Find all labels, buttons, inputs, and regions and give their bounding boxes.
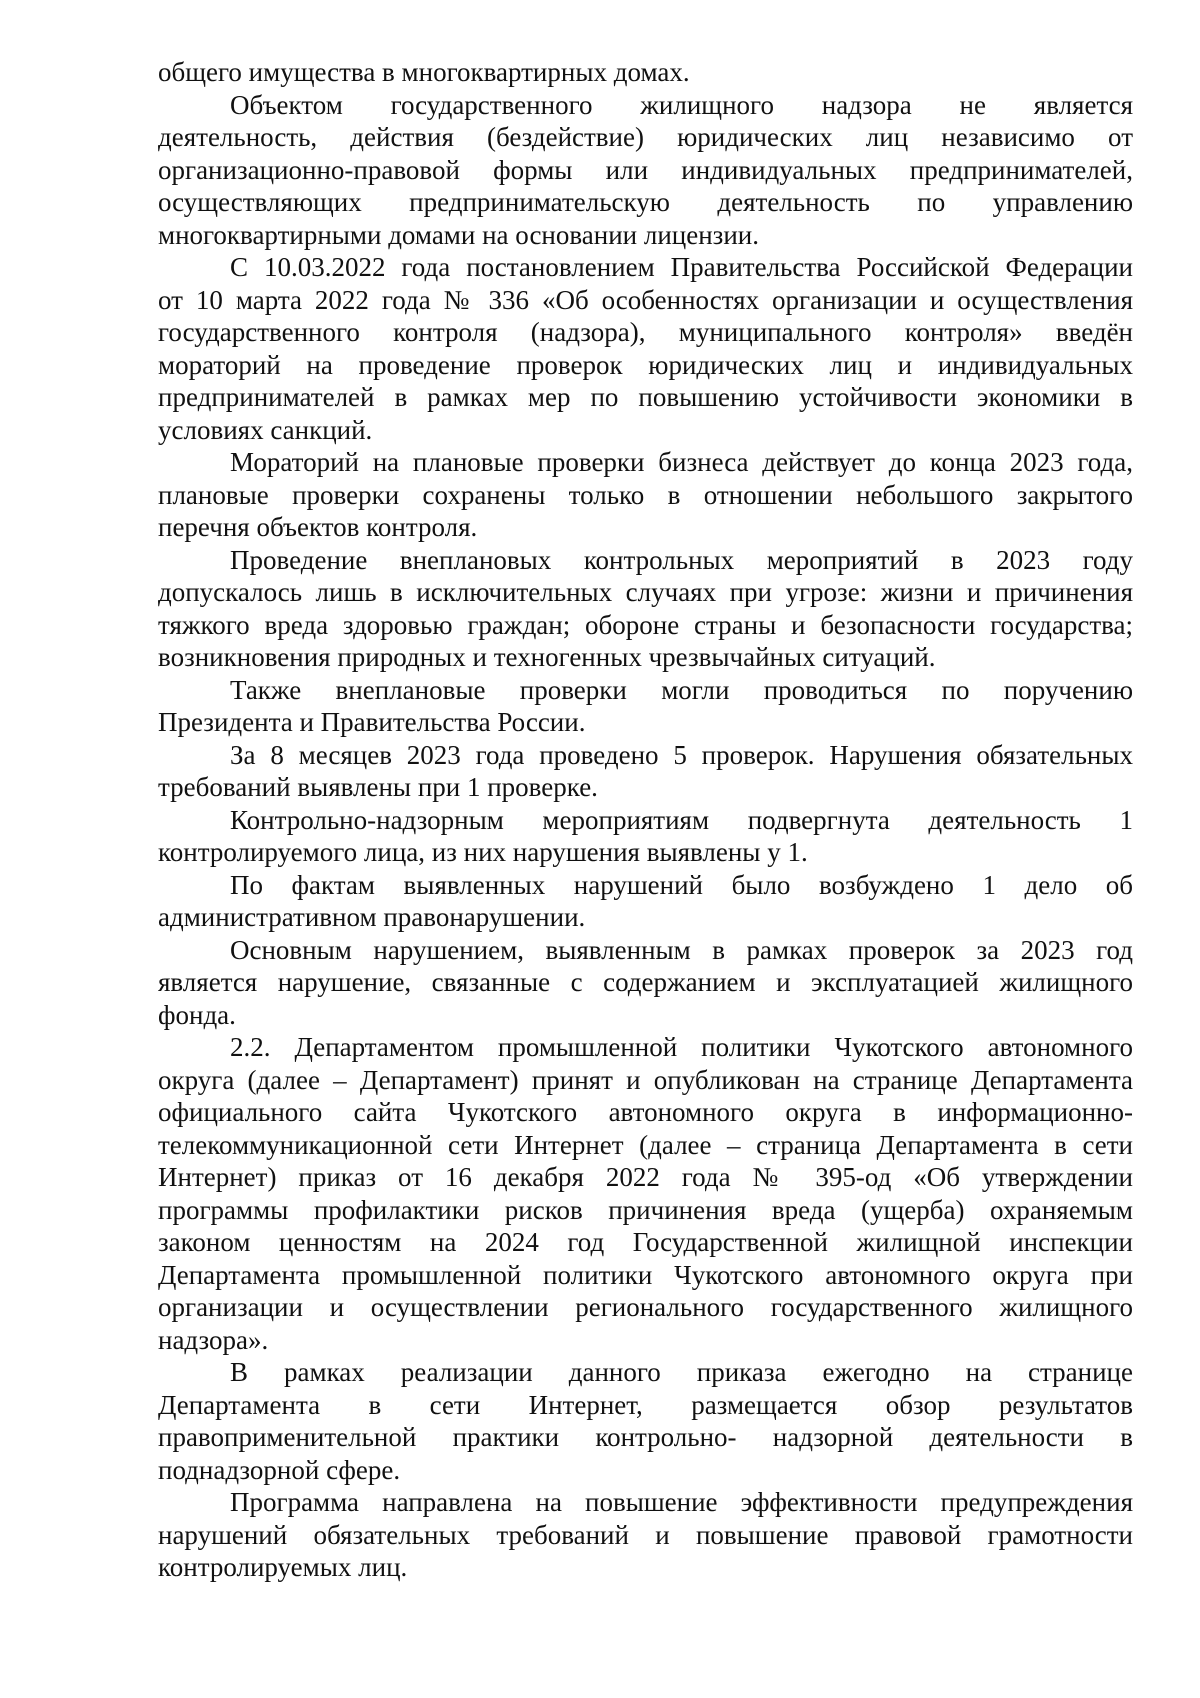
paragraph bbox=[158, 674, 1133, 739]
text-line: плановые проверки сохранены только в отношении небольшого закрытого bbox=[158, 479, 1133, 510]
paragraph bbox=[158, 446, 1133, 544]
text-line: Основным нарушением, выявленным в рамках проверок за 2023 год bbox=[230, 934, 1133, 965]
text-line: административном правонарушении. bbox=[158, 902, 586, 932]
text-line: государственного контроля (надзора), муниципального контроля» введён bbox=[158, 317, 1133, 347]
text-line: Также внеплановые проверки могли проводиться по поручению bbox=[230, 674, 1133, 705]
text-line: С 10.03.2022 года постановлением Правительства Российской Федерации bbox=[230, 252, 1133, 282]
text-line: нарушений обязательных требований и повышение правовой грамотности bbox=[158, 1519, 1133, 1550]
text-line: общего имущества в многоквартирных домах. bbox=[158, 57, 690, 87]
text-line: допускалось лишь в исключительных случаях при угрозе: жизни и причинения bbox=[158, 577, 1133, 607]
paragraph bbox=[158, 739, 1133, 804]
paragraph bbox=[158, 1486, 1133, 1584]
text-line: организационно-правовой формы или индивидуальных предпринимателей, bbox=[158, 154, 1133, 185]
text-line: организации и осуществлении регионального государственного жилищного bbox=[158, 1292, 1133, 1322]
text-line: Президента и Правительства России. bbox=[158, 707, 586, 737]
paragraph bbox=[158, 934, 1133, 1032]
text-line: Департамента в сети Интернет, размещается обзор результатов bbox=[158, 1389, 1133, 1420]
paragraph bbox=[158, 869, 1133, 934]
text-line: является нарушение, связанные с содержанием и эксплуатацией жилищного bbox=[158, 967, 1133, 997]
text-line: деятельность, действия (бездействие) юридических лиц независимо от bbox=[158, 122, 1133, 152]
text-line: программы профилактики рисков причинения вреда (ущерба) охраняемым bbox=[158, 1194, 1133, 1225]
text-line: Объектом государственного жилищного надзора не является bbox=[230, 89, 1133, 120]
text-line: от 10 марта 2022 года № 336 «Об особенностях организации и осуществления bbox=[158, 284, 1133, 315]
text-line: требований выявлены при 1 проверке. bbox=[158, 772, 598, 802]
text-line: Интернет) приказ от 16 декабря 2022 года № 395-од «Об утверждении bbox=[158, 1162, 1133, 1192]
text-line: перечня объектов контроля. bbox=[158, 512, 478, 542]
text-line: телекоммуникационной сети Интернет (далее – страница Департамента в сети bbox=[158, 1129, 1133, 1160]
text-line: За 8 месяцев 2023 года проведено 5 проверок. Нарушения обязательных bbox=[230, 739, 1133, 770]
text-line: поднадзорной сфере. bbox=[158, 1454, 401, 1485]
text-line: По фактам выявленных нарушений было возбуждено 1 дело об bbox=[230, 869, 1133, 900]
text-line: Программа направлена на повышение эффективности предупреждения bbox=[230, 1487, 1133, 1517]
text-line: Департамента промышленной политики Чукотского автономного округа при bbox=[158, 1259, 1133, 1290]
text-line: возникновения природных и техногенных чрезвычайных ситуаций. bbox=[158, 642, 936, 672]
text-line: Проведение внеплановых контрольных мероприятий в 2023 году bbox=[230, 544, 1133, 575]
text-line: законом ценностям на 2024 год Государственной жилищной инспекции bbox=[158, 1227, 1133, 1257]
text-line: условиях санкций. bbox=[158, 414, 373, 445]
text-line: контролируемого лица, из них нарушения выявлены у 1. bbox=[158, 837, 808, 867]
paragraph bbox=[158, 251, 1133, 446]
text-line: фонда. bbox=[158, 999, 236, 1030]
text-line: 2.2. Департаментом промышленной политики Чукотского автономного bbox=[230, 1032, 1133, 1062]
document-page bbox=[158, 56, 1133, 1584]
paragraph bbox=[158, 1031, 1133, 1356]
text-line: осуществляющих предпринимательскую деятельность по управлению bbox=[158, 187, 1133, 217]
paragraph bbox=[158, 89, 1133, 252]
text-line: Контрольно-надзорным мероприятиям подвергнута деятельность 1 bbox=[230, 804, 1133, 835]
text-line: мораторий на проведение проверок юридических лиц и индивидуальных bbox=[158, 349, 1133, 380]
text-line: надзора». bbox=[158, 1324, 269, 1355]
paragraph bbox=[158, 544, 1133, 674]
text-line: Мораторий на плановые проверки бизнеса действует до конца 2023 года, bbox=[230, 447, 1133, 477]
text-line: правоприменительной практики контрольно- надзорной деятельности в bbox=[158, 1422, 1133, 1452]
paragraph bbox=[158, 56, 1133, 89]
text-line: В рамках реализации данного приказа ежегодно на странице bbox=[230, 1357, 1133, 1387]
text-line: многоквартирными домами на основании лицензии. bbox=[158, 219, 759, 250]
text-line: округа (далее – Департамент) принят и опубликован на странице Департамента bbox=[158, 1064, 1133, 1095]
paragraph bbox=[158, 804, 1133, 869]
text-line: официального сайта Чукотского автономного округа в информационно- bbox=[158, 1097, 1133, 1127]
text-line: тяжкого вреда здоровью граждан; обороне страны и безопасности государства; bbox=[158, 609, 1133, 640]
text-line: предпринимателей в рамках мер по повышению устойчивости экономики в bbox=[158, 382, 1133, 412]
text-line: контролируемых лиц. bbox=[158, 1552, 408, 1582]
paragraph bbox=[158, 1356, 1133, 1486]
